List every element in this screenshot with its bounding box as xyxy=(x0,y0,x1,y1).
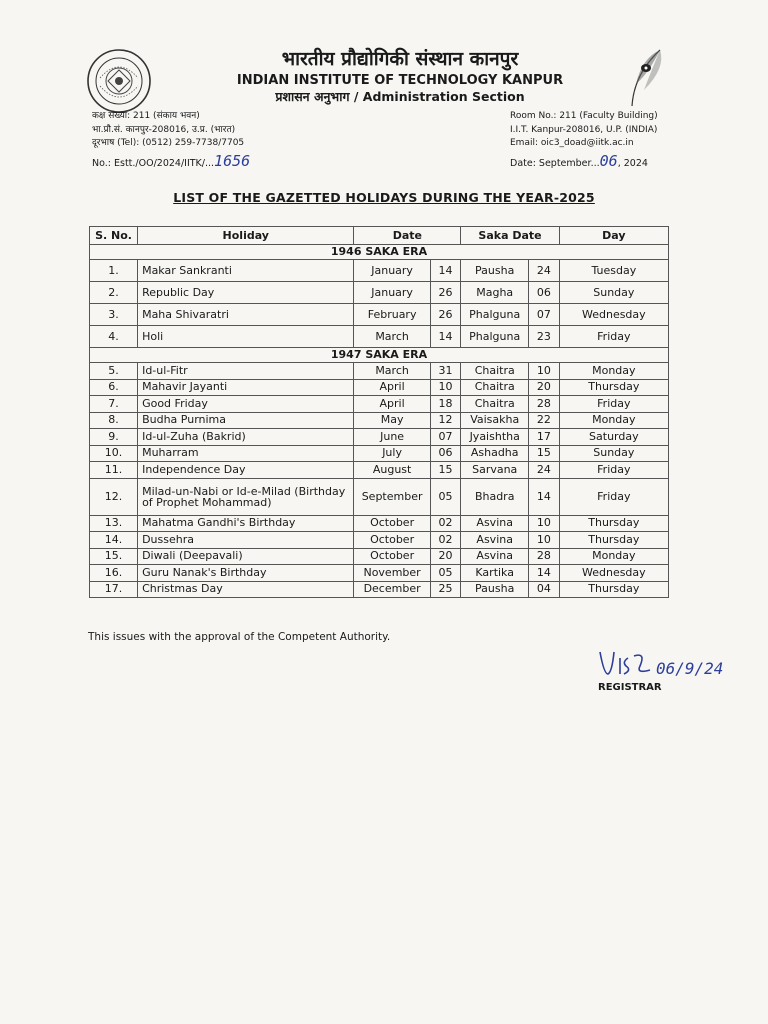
cell-holiday: Good Friday xyxy=(138,396,354,413)
cell-day: Friday xyxy=(559,478,668,515)
address-line: कक्ष संख्या: 211 (संकाय भवन) xyxy=(92,111,200,121)
cell-month: March xyxy=(354,326,430,348)
cell-holiday: Mahavir Jayanti xyxy=(138,379,354,396)
cell-sno: 16. xyxy=(90,565,138,582)
cell-saka-date: 14 xyxy=(529,565,560,582)
cell-date: 12 xyxy=(430,412,461,429)
cell-saka-month: Ashadha xyxy=(461,445,529,462)
cell-holiday: Id-ul-Fitr xyxy=(138,363,354,380)
cell-month: October xyxy=(354,515,430,532)
cell-month: November xyxy=(354,565,430,582)
cell-saka-date: 10 xyxy=(529,515,560,532)
cell-saka-date: 17 xyxy=(529,429,560,446)
table-row xyxy=(90,478,669,515)
cell-day: Friday xyxy=(559,396,668,413)
cell-saka-month: Chaitra xyxy=(461,363,529,380)
handwritten-number: 1656 xyxy=(214,152,251,170)
cell-saka-date: 24 xyxy=(529,260,560,282)
cell-month: October xyxy=(354,532,430,549)
table-row xyxy=(90,581,669,598)
cell-day: Wednesday xyxy=(559,304,668,326)
cell-sno: 8. xyxy=(90,412,138,429)
cell-day: Saturday xyxy=(559,429,668,446)
holiday-table xyxy=(89,226,669,598)
cell-holiday: Christmas Day xyxy=(138,581,354,598)
cell-holiday: Muharram xyxy=(138,445,354,462)
cell-holiday: Mahatma Gandhi's Birthday xyxy=(138,515,354,532)
cell-saka-month: Sarvana xyxy=(461,462,529,479)
cell-saka-date: 07 xyxy=(529,304,560,326)
cell-date: 26 xyxy=(430,282,461,304)
address-line: Email: oic3_doad@iitk.ac.in xyxy=(510,138,634,148)
cell-saka-month: Kartika xyxy=(461,565,529,582)
header-holiday: Holiday xyxy=(138,227,354,245)
era-row xyxy=(90,348,669,363)
cell-holiday: Dussehra xyxy=(138,532,354,549)
table-row xyxy=(90,565,669,582)
cell-saka-date: 14 xyxy=(529,478,560,515)
reference-number xyxy=(92,152,250,170)
cell-month: January xyxy=(354,282,430,304)
table-row xyxy=(90,445,669,462)
cell-saka-date: 10 xyxy=(529,363,560,380)
table-row xyxy=(90,429,669,446)
header-date: Date xyxy=(354,227,461,245)
address-line: Room No.: 211 (Faculty Building) xyxy=(510,111,658,121)
cell-sno: 15. xyxy=(90,548,138,565)
table-row xyxy=(90,282,669,304)
feather-emblem-icon xyxy=(622,44,672,110)
cell-day: Thursday xyxy=(559,532,668,549)
cell-date: 14 xyxy=(430,326,461,348)
table-row xyxy=(90,260,669,282)
cell-date: 31 xyxy=(430,363,461,380)
table-header-row xyxy=(90,227,669,245)
era-label: 1947 SAKA ERA xyxy=(90,348,669,363)
signature-date: 06/9/24 xyxy=(656,659,724,678)
cell-month: October xyxy=(354,548,430,565)
cell-sno: 5. xyxy=(90,363,138,380)
cell-saka-month: Asvina xyxy=(461,548,529,565)
cell-day: Monday xyxy=(559,363,668,380)
cell-day: Monday xyxy=(559,548,668,565)
handwritten-day: 06 xyxy=(599,152,618,170)
cell-month: March xyxy=(354,363,430,380)
cell-sno: 6. xyxy=(90,379,138,396)
cell-saka-date: 10 xyxy=(529,532,560,549)
era-row xyxy=(90,245,669,260)
cell-month: September xyxy=(354,478,430,515)
cell-month: February xyxy=(354,304,430,326)
table-row xyxy=(90,462,669,479)
section-name: प्रशासन अनुभाग / Administration Section xyxy=(275,89,525,104)
address-english xyxy=(510,110,658,151)
address-line: दूरभाष (Tel): (0512) 259-7738/7705 xyxy=(92,138,245,148)
cell-date: 07 xyxy=(430,429,461,446)
cell-day: Tuesday xyxy=(559,260,668,282)
cell-month: December xyxy=(354,581,430,598)
table-row xyxy=(90,326,669,348)
cell-holiday: Budha Purnima xyxy=(138,412,354,429)
cell-sno: 7. xyxy=(90,396,138,413)
cell-date: 20 xyxy=(430,548,461,565)
cell-saka-month: Phalguna xyxy=(461,304,529,326)
cell-month: June xyxy=(354,429,430,446)
cell-holiday: Milad-un-Nabi or Id-e-Milad (Birthday of Prophet Mohammad) xyxy=(138,478,354,515)
cell-day: Wednesday xyxy=(559,565,668,582)
cell-sno: 4. xyxy=(90,326,138,348)
cell-saka-date: 15 xyxy=(529,445,560,462)
cell-saka-date: 04 xyxy=(529,581,560,598)
table-row xyxy=(90,532,669,549)
table-row xyxy=(90,304,669,326)
reference-prefix: No.: Estt./OO/2024/IITK/... xyxy=(92,158,215,169)
cell-saka-month: Vaisakha xyxy=(461,412,529,429)
letterhead xyxy=(160,48,640,105)
address-hindi xyxy=(92,110,244,151)
cell-holiday: Holi xyxy=(138,326,354,348)
cell-saka-date: 24 xyxy=(529,462,560,479)
cell-saka-month: Asvina xyxy=(461,532,529,549)
address-line: I.I.T. Kanpur-208016, U.P. (INDIA) xyxy=(510,124,658,135)
table-row xyxy=(90,363,669,380)
cell-sno: 3. xyxy=(90,304,138,326)
institute-name-english: INDIAN INSTITUTE OF TECHNOLOGY KANPUR xyxy=(236,73,564,88)
date-suffix: , 2024 xyxy=(617,158,648,169)
cell-month: July xyxy=(354,445,430,462)
cell-day: Thursday xyxy=(559,379,668,396)
cell-saka-date: 22 xyxy=(529,412,560,429)
cell-date: 05 xyxy=(430,565,461,582)
cell-date: 26 xyxy=(430,304,461,326)
cell-date: 15 xyxy=(430,462,461,479)
cell-saka-month: Jyaishtha xyxy=(461,429,529,446)
cell-saka-month: Pausha xyxy=(461,260,529,282)
letter-date xyxy=(510,152,648,170)
cell-saka-month: Asvina xyxy=(461,515,529,532)
table-row xyxy=(90,548,669,565)
cell-date: 02 xyxy=(430,515,461,532)
cell-day: Friday xyxy=(559,326,668,348)
cell-saka-month: Phalguna xyxy=(461,326,529,348)
cell-saka-date: 23 xyxy=(529,326,560,348)
cell-sno: 11. xyxy=(90,462,138,479)
cell-holiday: Independence Day xyxy=(138,462,354,479)
cell-month: April xyxy=(354,396,430,413)
cell-saka-month: Chaitra xyxy=(461,379,529,396)
era-label: 1946 SAKA ERA xyxy=(90,245,669,260)
cell-date: 06 xyxy=(430,445,461,462)
cell-day: Sunday xyxy=(559,282,668,304)
cell-sno: 2. xyxy=(90,282,138,304)
cell-saka-date: 20 xyxy=(529,379,560,396)
document-title: LIST OF THE GAZETTED HOLIDAYS DURING THE YEAR-2025 xyxy=(173,190,595,205)
table-row xyxy=(90,515,669,532)
cell-date: 18 xyxy=(430,396,461,413)
institute-name-hindi: भारतीय प्रौद्योगिकी संस्थान कानपुर xyxy=(281,48,519,70)
address-line: भा.प्रौ.सं. कानपुर-208016, उ.प्र. (भारत) xyxy=(92,124,236,135)
cell-date: 05 xyxy=(430,478,461,515)
cell-saka-date: 06 xyxy=(529,282,560,304)
header-sno: S. No. xyxy=(90,227,138,245)
cell-saka-month: Magha xyxy=(461,282,529,304)
cell-holiday: Republic Day xyxy=(138,282,354,304)
cell-day: Monday xyxy=(559,412,668,429)
cell-holiday: Diwali (Deepavali) xyxy=(138,548,354,565)
cell-date: 14 xyxy=(430,260,461,282)
cell-day: Sunday xyxy=(559,445,668,462)
cell-saka-date: 28 xyxy=(529,548,560,565)
cell-saka-date: 28 xyxy=(529,396,560,413)
cell-saka-month: Chaitra xyxy=(461,396,529,413)
cell-date: 10 xyxy=(430,379,461,396)
cell-holiday: Maha Shivaratri xyxy=(138,304,354,326)
cell-date: 02 xyxy=(430,532,461,549)
approval-note: This issues with the approval of the Competent Authority. xyxy=(88,631,391,643)
cell-sno: 9. xyxy=(90,429,138,446)
cell-month: January xyxy=(354,260,430,282)
cell-sno: 1. xyxy=(90,260,138,282)
cell-sno: 10. xyxy=(90,445,138,462)
cell-sno: 12. xyxy=(90,478,138,515)
cell-sno: 14. xyxy=(90,532,138,549)
cell-date: 25 xyxy=(430,581,461,598)
table-row xyxy=(90,412,669,429)
cell-sno: 13. xyxy=(90,515,138,532)
cell-day: Friday xyxy=(559,462,668,479)
table-row xyxy=(90,379,669,396)
cell-holiday: Makar Sankranti xyxy=(138,260,354,282)
cell-sno: 17. xyxy=(90,581,138,598)
header-day: Day xyxy=(559,227,668,245)
cell-month: April xyxy=(354,379,430,396)
cell-day: Thursday xyxy=(559,515,668,532)
cell-month: May xyxy=(354,412,430,429)
table-row xyxy=(90,396,669,413)
cell-holiday: Guru Nanak's Birthday xyxy=(138,565,354,582)
table-body xyxy=(90,245,669,598)
cell-month: August xyxy=(354,462,430,479)
cell-holiday: Id-ul-Zuha (Bakrid) xyxy=(138,429,354,446)
iit-kanpur-seal-icon xyxy=(86,48,152,114)
cell-saka-month: Pausha xyxy=(461,581,529,598)
date-prefix: Date: September... xyxy=(510,158,600,169)
registrar-title: REGISTRAR xyxy=(598,682,662,693)
header-saka-date: Saka Date xyxy=(461,227,559,245)
cell-saka-month: Bhadra xyxy=(461,478,529,515)
cell-day: Thursday xyxy=(559,581,668,598)
